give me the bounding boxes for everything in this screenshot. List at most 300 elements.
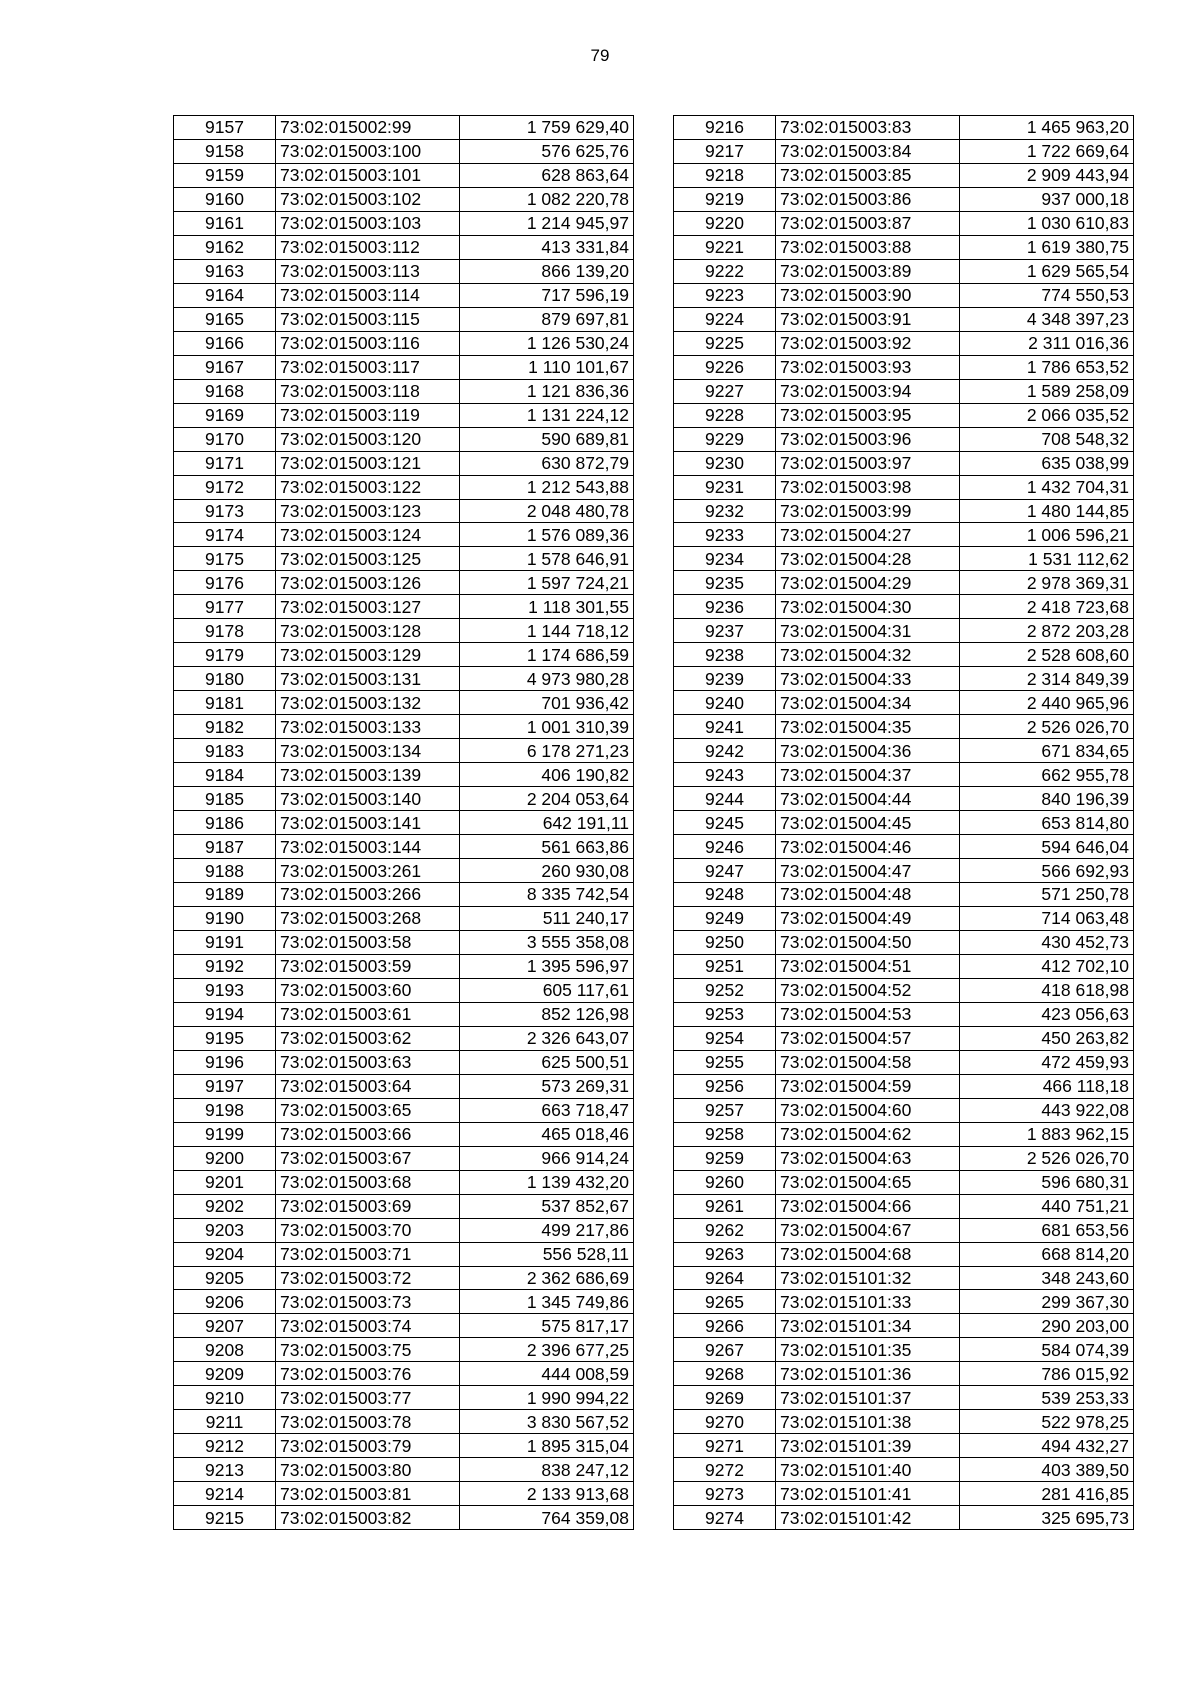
row-number-cell: 9171 — [174, 451, 276, 475]
row-number-cell: 9269 — [674, 1386, 776, 1410]
row-number-cell: 9193 — [174, 978, 276, 1002]
cadastral-value-cell: 3 555 358,08 — [460, 930, 634, 954]
table-row — [174, 643, 634, 667]
table-row — [674, 619, 1134, 643]
table-row — [674, 1122, 1134, 1146]
table-row — [174, 1506, 634, 1530]
row-number-cell: 9216 — [674, 116, 776, 140]
cadastral-number-cell: 73:02:015004:50 — [776, 930, 960, 954]
table-row — [674, 667, 1134, 691]
cadastral-value-cell: 1 597 724,21 — [460, 571, 634, 595]
table-row — [174, 715, 634, 739]
row-number-cell: 9200 — [174, 1146, 276, 1170]
table-row — [174, 811, 634, 835]
row-number-cell: 9268 — [674, 1362, 776, 1386]
table-row — [674, 571, 1134, 595]
cadastral-number-cell: 73:02:015003:127 — [276, 595, 460, 619]
row-number-cell: 9175 — [174, 547, 276, 571]
table-row — [674, 235, 1134, 259]
table-row — [174, 739, 634, 763]
cadastral-value-cell: 2 526 026,70 — [960, 715, 1134, 739]
cadastral-number-cell: 73:02:015003:73 — [276, 1290, 460, 1314]
cadastral-number-cell: 73:02:015003:74 — [276, 1314, 460, 1338]
cadastral-value-cell: 348 243,60 — [960, 1266, 1134, 1290]
row-number-cell: 9233 — [674, 523, 776, 547]
cadastral-number-cell: 73:02:015004:35 — [776, 715, 960, 739]
cadastral-number-cell: 73:02:015003:80 — [276, 1458, 460, 1482]
row-number-cell: 9212 — [174, 1434, 276, 1458]
row-number-cell: 9257 — [674, 1098, 776, 1122]
row-number-cell: 9202 — [174, 1194, 276, 1218]
cadastral-value-cell: 413 331,84 — [460, 235, 634, 259]
cadastral-value-cell: 1 110 101,67 — [460, 355, 634, 379]
cadastral-number-cell: 73:02:015003:122 — [276, 475, 460, 499]
cadastral-value-cell: 1 212 543,88 — [460, 475, 634, 499]
row-number-cell: 9207 — [174, 1314, 276, 1338]
row-number-cell: 9161 — [174, 211, 276, 235]
cadastral-number-cell: 73:02:015003:59 — [276, 954, 460, 978]
cadastral-value-cell: 1 883 962,15 — [960, 1122, 1134, 1146]
cadastral-value-cell: 260 930,08 — [460, 859, 634, 883]
row-number-cell: 9248 — [674, 883, 776, 907]
row-number-cell: 9261 — [674, 1194, 776, 1218]
row-number-cell: 9180 — [174, 667, 276, 691]
cadastral-number-cell: 73:02:015003:118 — [276, 379, 460, 403]
table-row — [674, 1506, 1134, 1530]
cadastral-value-cell: 1 990 994,22 — [460, 1386, 634, 1410]
cadastral-number-cell: 73:02:015003:120 — [276, 427, 460, 451]
table-row — [174, 1050, 634, 1074]
table-row — [674, 643, 1134, 667]
cadastral-number-cell: 73:02:015004:59 — [776, 1074, 960, 1098]
row-number-cell: 9243 — [674, 763, 776, 787]
cadastral-value-cell: 1 174 686,59 — [460, 643, 634, 667]
row-number-cell: 9241 — [674, 715, 776, 739]
row-number-cell: 9242 — [674, 739, 776, 763]
cadastral-number-cell: 73:02:015101:41 — [776, 1482, 960, 1506]
cadastral-number-cell: 73:02:015003:266 — [276, 883, 460, 907]
cadastral-number-cell: 73:02:015003:65 — [276, 1098, 460, 1122]
cadastral-number-cell: 73:02:015101:42 — [776, 1506, 960, 1530]
cadastral-number-cell: 73:02:015003:70 — [276, 1218, 460, 1242]
cadastral-number-cell: 73:02:015003:72 — [276, 1266, 460, 1290]
row-number-cell: 9236 — [674, 595, 776, 619]
cadastral-number-cell: 73:02:015004:45 — [776, 811, 960, 835]
row-number-cell: 9205 — [174, 1266, 276, 1290]
table-row — [174, 883, 634, 907]
cadastral-number-cell: 73:02:015003:84 — [776, 139, 960, 163]
cadastral-value-cell: 1 214 945,97 — [460, 211, 634, 235]
cadastral-value-cell: 2 440 965,96 — [960, 691, 1134, 715]
cadastral-number-cell: 73:02:015004:32 — [776, 643, 960, 667]
cadastral-number-cell: 73:02:015003:134 — [276, 739, 460, 763]
cadastral-value-cell: 662 955,78 — [960, 763, 1134, 787]
cadastral-value-cell: 2 066 035,52 — [960, 403, 1134, 427]
row-number-cell: 9225 — [674, 331, 776, 355]
cadastral-number-cell: 73:02:015003:102 — [276, 187, 460, 211]
row-number-cell: 9182 — [174, 715, 276, 739]
cadastral-value-cell: 537 852,67 — [460, 1194, 634, 1218]
cadastral-value-cell: 465 018,46 — [460, 1122, 634, 1146]
cadastral-value-cell: 444 008,59 — [460, 1362, 634, 1386]
cadastral-value-cell: 2 204 053,64 — [460, 787, 634, 811]
cadastral-number-cell: 73:02:015004:67 — [776, 1218, 960, 1242]
table-row — [174, 667, 634, 691]
table-row — [174, 1242, 634, 1266]
table-row — [174, 139, 634, 163]
row-number-cell: 9194 — [174, 1002, 276, 1026]
cadastral-value-cell: 642 191,11 — [460, 811, 634, 835]
cadastral-value-cell: 2 314 849,39 — [960, 667, 1134, 691]
cadastral-number-cell: 73:02:015003:83 — [776, 116, 960, 140]
table-row — [174, 1146, 634, 1170]
cadastral-number-cell: 73:02:015004:65 — [776, 1170, 960, 1194]
cadastral-value-cell: 1 895 315,04 — [460, 1434, 634, 1458]
cadastral-value-cell: 1 465 963,20 — [960, 116, 1134, 140]
row-number-cell: 9189 — [174, 883, 276, 907]
table-row — [174, 379, 634, 403]
row-number-cell: 9184 — [174, 763, 276, 787]
table-row — [174, 1098, 634, 1122]
cadastral-value-cell: 325 695,73 — [960, 1506, 1134, 1530]
row-number-cell: 9224 — [674, 307, 776, 331]
cadastral-value-cell: 1 759 629,40 — [460, 116, 634, 140]
table-row — [674, 595, 1134, 619]
table-row — [174, 619, 634, 643]
table-row — [674, 187, 1134, 211]
cadastral-value-cell: 2 526 026,70 — [960, 1146, 1134, 1170]
cadastral-number-cell: 73:02:015004:27 — [776, 523, 960, 547]
table-row — [674, 403, 1134, 427]
cadastral-value-cell: 4 973 980,28 — [460, 667, 634, 691]
row-number-cell: 9183 — [174, 739, 276, 763]
cadastral-number-cell: 73:02:015004:31 — [776, 619, 960, 643]
cadastral-number-cell: 73:02:015003:96 — [776, 427, 960, 451]
table-row — [674, 763, 1134, 787]
table-row — [674, 1194, 1134, 1218]
registry-table-left — [173, 115, 634, 1530]
table-row — [674, 1314, 1134, 1338]
cadastral-number-cell: 73:02:015003:115 — [276, 307, 460, 331]
row-number-cell: 9195 — [174, 1026, 276, 1050]
cadastral-number-cell: 73:02:015003:71 — [276, 1242, 460, 1266]
table-row — [674, 1098, 1134, 1122]
table-row — [674, 355, 1134, 379]
cadastral-value-cell: 571 250,78 — [960, 883, 1134, 907]
row-number-cell: 9217 — [674, 139, 776, 163]
cadastral-value-cell: 2 311 016,36 — [960, 331, 1134, 355]
cadastral-number-cell: 73:02:015003:261 — [276, 859, 460, 883]
table-row — [174, 1290, 634, 1314]
cadastral-number-cell: 73:02:015004:58 — [776, 1050, 960, 1074]
cadastral-value-cell: 406 190,82 — [460, 763, 634, 787]
cadastral-value-cell: 3 830 567,52 — [460, 1410, 634, 1434]
cadastral-value-cell: 522 978,25 — [960, 1410, 1134, 1434]
cadastral-number-cell: 73:02:015004:30 — [776, 595, 960, 619]
table-row — [174, 787, 634, 811]
cadastral-value-cell: 605 117,61 — [460, 978, 634, 1002]
cadastral-number-cell: 73:02:015003:77 — [276, 1386, 460, 1410]
table-row — [174, 475, 634, 499]
table-row — [674, 1362, 1134, 1386]
table-row — [174, 859, 634, 883]
table-row — [674, 739, 1134, 763]
cadastral-value-cell: 281 416,85 — [960, 1482, 1134, 1506]
row-number-cell: 9218 — [674, 163, 776, 187]
cadastral-value-cell: 2 978 369,31 — [960, 571, 1134, 595]
cadastral-number-cell: 73:02:015004:37 — [776, 763, 960, 787]
cadastral-number-cell: 73:02:015003:112 — [276, 235, 460, 259]
cadastral-number-cell: 73:02:015003:67 — [276, 1146, 460, 1170]
table-row — [674, 906, 1134, 930]
row-number-cell: 9185 — [174, 787, 276, 811]
cadastral-number-cell: 73:02:015101:39 — [776, 1434, 960, 1458]
table-row — [174, 547, 634, 571]
table-row — [674, 499, 1134, 523]
table-row — [174, 930, 634, 954]
table-row — [174, 331, 634, 355]
row-number-cell: 9230 — [674, 451, 776, 475]
cadastral-number-cell: 73:02:015003:88 — [776, 235, 960, 259]
table-row — [174, 906, 634, 930]
table-row — [174, 355, 634, 379]
cadastral-value-cell: 1 139 432,20 — [460, 1170, 634, 1194]
table-row — [174, 523, 634, 547]
cadastral-number-cell: 73:02:015003:113 — [276, 259, 460, 283]
cadastral-value-cell: 1 118 301,55 — [460, 595, 634, 619]
row-number-cell: 9166 — [174, 331, 276, 355]
row-number-cell: 9223 — [674, 283, 776, 307]
row-number-cell: 9251 — [674, 954, 776, 978]
cadastral-value-cell: 866 139,20 — [460, 259, 634, 283]
cadastral-value-cell: 1 722 669,64 — [960, 139, 1134, 163]
cadastral-number-cell: 73:02:015004:47 — [776, 859, 960, 883]
row-number-cell: 9208 — [174, 1338, 276, 1362]
cadastral-number-cell: 73:02:015003:117 — [276, 355, 460, 379]
cadastral-number-cell: 73:02:015003:131 — [276, 667, 460, 691]
table-row — [674, 523, 1134, 547]
cadastral-number-cell: 73:02:015003:86 — [776, 187, 960, 211]
table-row — [674, 139, 1134, 163]
row-number-cell: 9259 — [674, 1146, 776, 1170]
table-row — [174, 211, 634, 235]
cadastral-number-cell: 73:02:015004:29 — [776, 571, 960, 595]
cadastral-number-cell: 73:02:015003:139 — [276, 763, 460, 787]
cadastral-value-cell: 1 030 610,83 — [960, 211, 1134, 235]
cadastral-number-cell: 73:02:015003:75 — [276, 1338, 460, 1362]
table-row — [674, 1074, 1134, 1098]
cadastral-number-cell: 73:02:015003:141 — [276, 811, 460, 835]
cadastral-number-cell: 73:02:015003:129 — [276, 643, 460, 667]
row-number-cell: 9176 — [174, 571, 276, 595]
row-number-cell: 9179 — [174, 643, 276, 667]
cadastral-number-cell: 73:02:015003:66 — [276, 1122, 460, 1146]
row-number-cell: 9256 — [674, 1074, 776, 1098]
cadastral-value-cell: 1 082 220,78 — [460, 187, 634, 211]
row-number-cell: 9213 — [174, 1458, 276, 1482]
cadastral-value-cell: 774 550,53 — [960, 283, 1134, 307]
cadastral-number-cell: 73:02:015003:85 — [776, 163, 960, 187]
table-row — [674, 787, 1134, 811]
row-number-cell: 9174 — [174, 523, 276, 547]
row-number-cell: 9226 — [674, 355, 776, 379]
table-row — [674, 1266, 1134, 1290]
cadastral-number-cell: 73:02:015101:37 — [776, 1386, 960, 1410]
cadastral-value-cell: 708 548,32 — [960, 427, 1134, 451]
table-row — [174, 571, 634, 595]
cadastral-number-cell: 73:02:015003:90 — [776, 283, 960, 307]
cadastral-number-cell: 73:02:015003:132 — [276, 691, 460, 715]
cadastral-number-cell: 73:02:015003:98 — [776, 475, 960, 499]
row-number-cell: 9198 — [174, 1098, 276, 1122]
cadastral-value-cell: 1 629 565,54 — [960, 259, 1134, 283]
cadastral-value-cell: 584 074,39 — [960, 1338, 1134, 1362]
cadastral-number-cell: 73:02:015004:53 — [776, 1002, 960, 1026]
cadastral-number-cell: 73:02:015003:103 — [276, 211, 460, 235]
cadastral-value-cell: 6 178 271,23 — [460, 739, 634, 763]
table-row — [674, 1050, 1134, 1074]
table-row — [174, 427, 634, 451]
cadastral-value-cell: 628 863,64 — [460, 163, 634, 187]
cadastral-number-cell: 73:02:015004:52 — [776, 978, 960, 1002]
row-number-cell: 9260 — [674, 1170, 776, 1194]
table-row — [674, 691, 1134, 715]
cadastral-value-cell: 714 063,48 — [960, 906, 1134, 930]
cadastral-value-cell: 299 367,30 — [960, 1290, 1134, 1314]
cadastral-value-cell: 2 528 608,60 — [960, 643, 1134, 667]
cadastral-number-cell: 73:02:015003:97 — [776, 451, 960, 475]
row-number-cell: 9199 — [174, 1122, 276, 1146]
cadastral-number-cell: 73:02:015003:61 — [276, 1002, 460, 1026]
cadastral-value-cell: 635 038,99 — [960, 451, 1134, 475]
table-row — [674, 211, 1134, 235]
table-row — [674, 116, 1134, 140]
cadastral-value-cell: 2 872 203,28 — [960, 619, 1134, 643]
cadastral-value-cell: 701 936,42 — [460, 691, 634, 715]
row-number-cell: 9232 — [674, 499, 776, 523]
cadastral-number-cell: 73:02:015101:35 — [776, 1338, 960, 1362]
cadastral-number-cell: 73:02:015003:268 — [276, 906, 460, 930]
cadastral-number-cell: 73:02:015004:48 — [776, 883, 960, 907]
table-row — [174, 1314, 634, 1338]
cadastral-value-cell: 663 718,47 — [460, 1098, 634, 1122]
cadastral-value-cell: 596 680,31 — [960, 1170, 1134, 1194]
cadastral-number-cell: 73:02:015004:28 — [776, 547, 960, 571]
row-number-cell: 9221 — [674, 235, 776, 259]
row-number-cell: 9165 — [174, 307, 276, 331]
cadastral-value-cell: 443 922,08 — [960, 1098, 1134, 1122]
table-row — [674, 1218, 1134, 1242]
cadastral-value-cell: 2 362 686,69 — [460, 1266, 634, 1290]
cadastral-number-cell: 73:02:015004:46 — [776, 835, 960, 859]
cadastral-value-cell: 573 269,31 — [460, 1074, 634, 1098]
table-row — [674, 1482, 1134, 1506]
table-row — [174, 187, 634, 211]
cadastral-number-cell: 73:02:015003:126 — [276, 571, 460, 595]
cadastral-value-cell: 786 015,92 — [960, 1362, 1134, 1386]
row-number-cell: 9239 — [674, 667, 776, 691]
table-row — [174, 307, 634, 331]
registry-table-right — [673, 115, 1134, 1530]
row-number-cell: 9168 — [174, 379, 276, 403]
cadastral-value-cell: 499 217,86 — [460, 1218, 634, 1242]
cadastral-number-cell: 73:02:015003:78 — [276, 1410, 460, 1434]
cadastral-number-cell: 73:02:015004:36 — [776, 739, 960, 763]
table-row — [174, 1074, 634, 1098]
cadastral-number-cell: 73:02:015003:94 — [776, 379, 960, 403]
row-number-cell: 9186 — [174, 811, 276, 835]
cadastral-value-cell: 418 618,98 — [960, 978, 1134, 1002]
table-row — [674, 1338, 1134, 1362]
cadastral-value-cell: 440 751,21 — [960, 1194, 1134, 1218]
table-row — [174, 451, 634, 475]
table-row — [674, 1002, 1134, 1026]
row-number-cell: 9220 — [674, 211, 776, 235]
row-number-cell: 9157 — [174, 116, 276, 140]
table-row — [674, 547, 1134, 571]
cadastral-value-cell: 566 692,93 — [960, 859, 1134, 883]
cadastral-value-cell: 937 000,18 — [960, 187, 1134, 211]
table-row — [674, 1434, 1134, 1458]
cadastral-value-cell: 1 131 224,12 — [460, 403, 634, 427]
table-row — [174, 163, 634, 187]
cadastral-value-cell: 4 348 397,23 — [960, 307, 1134, 331]
table-row — [174, 1002, 634, 1026]
cadastral-value-cell: 1 001 310,39 — [460, 715, 634, 739]
cadastral-number-cell: 73:02:015004:51 — [776, 954, 960, 978]
row-number-cell: 9240 — [674, 691, 776, 715]
cadastral-number-cell: 73:02:015003:89 — [776, 259, 960, 283]
cadastral-value-cell: 717 596,19 — [460, 283, 634, 307]
cadastral-value-cell: 764 359,08 — [460, 1506, 634, 1530]
row-number-cell: 9191 — [174, 930, 276, 954]
table-row — [174, 499, 634, 523]
cadastral-value-cell: 1 619 380,75 — [960, 235, 1134, 259]
cadastral-number-cell: 73:02:015003:63 — [276, 1050, 460, 1074]
cadastral-number-cell: 73:02:015003:92 — [776, 331, 960, 355]
cadastral-value-cell: 472 459,93 — [960, 1050, 1134, 1074]
cadastral-number-cell: 73:02:015003:95 — [776, 403, 960, 427]
table-row — [174, 1218, 634, 1242]
cadastral-number-cell: 73:02:015002:99 — [276, 116, 460, 140]
cadastral-value-cell: 1 345 749,86 — [460, 1290, 634, 1314]
cadastral-number-cell: 73:02:015003:76 — [276, 1362, 460, 1386]
row-number-cell: 9246 — [674, 835, 776, 859]
cadastral-value-cell: 840 196,39 — [960, 787, 1134, 811]
cadastral-value-cell: 2 418 723,68 — [960, 595, 1134, 619]
row-number-cell: 9274 — [674, 1506, 776, 1530]
cadastral-value-cell: 2 133 913,68 — [460, 1482, 634, 1506]
table-row — [174, 1458, 634, 1482]
table-row — [174, 1170, 634, 1194]
cadastral-value-cell: 671 834,65 — [960, 739, 1134, 763]
cadastral-value-cell: 8 335 742,54 — [460, 883, 634, 907]
cadastral-value-cell: 450 263,82 — [960, 1026, 1134, 1050]
cadastral-value-cell: 2 909 443,94 — [960, 163, 1134, 187]
table-row — [674, 835, 1134, 859]
cadastral-value-cell: 1 589 258,09 — [960, 379, 1134, 403]
cadastral-number-cell: 73:02:015003:140 — [276, 787, 460, 811]
table-row — [674, 978, 1134, 1002]
cadastral-value-cell: 653 814,80 — [960, 811, 1134, 835]
row-number-cell: 9215 — [174, 1506, 276, 1530]
table-row — [674, 379, 1134, 403]
cadastral-number-cell: 73:02:015003:62 — [276, 1026, 460, 1050]
row-number-cell: 9237 — [674, 619, 776, 643]
row-number-cell: 9244 — [674, 787, 776, 811]
table-row — [674, 163, 1134, 187]
cadastral-number-cell: 73:02:015003:93 — [776, 355, 960, 379]
